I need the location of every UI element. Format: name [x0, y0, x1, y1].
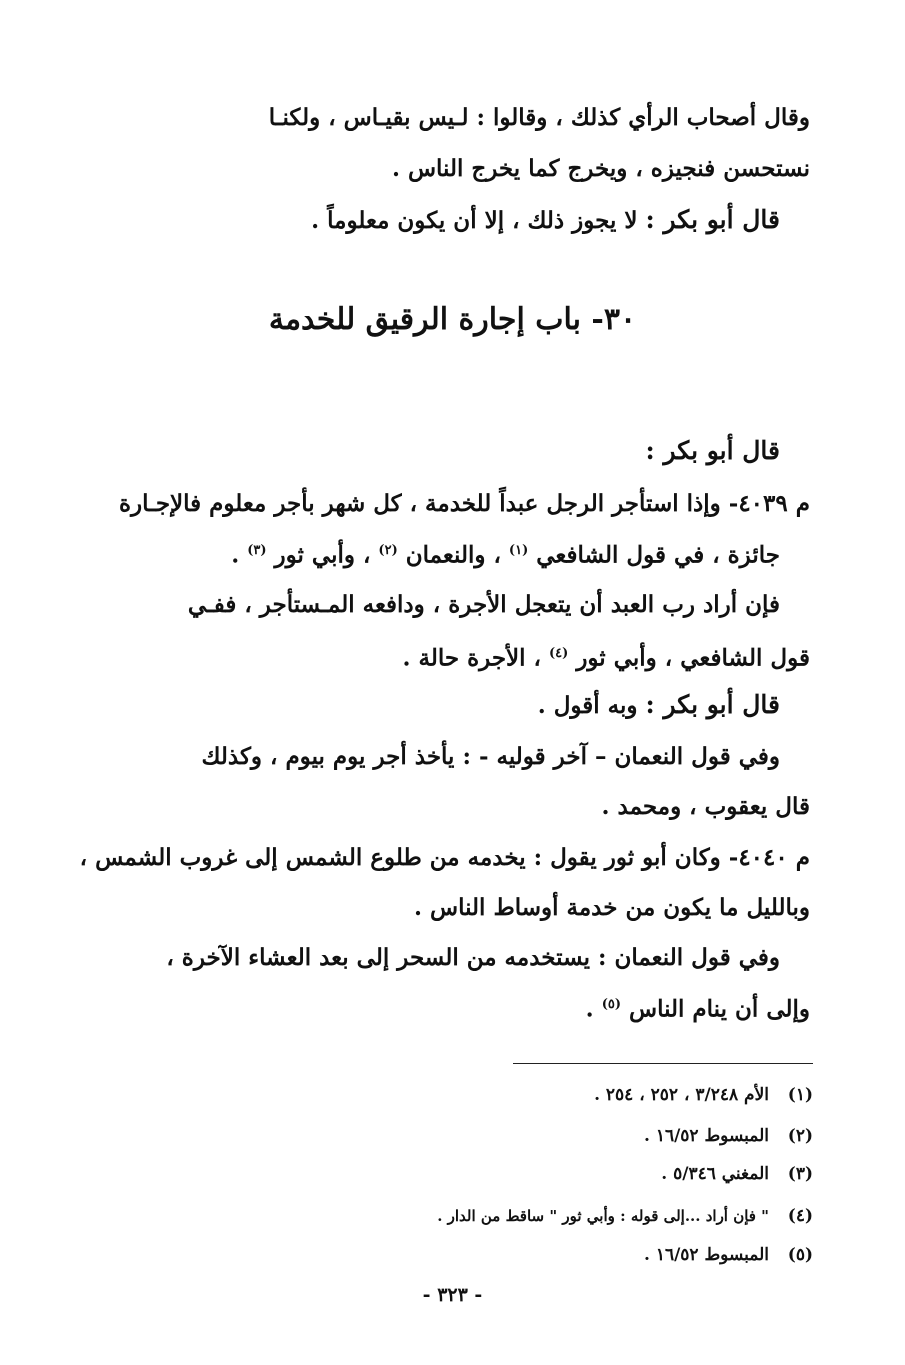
text-line: فإن أراد رب العبد أن يتعجل الأجرة ، ودافعه المـستأجر ، ففـي — [187, 591, 780, 618]
footnote-number: (٢) — [787, 1126, 813, 1146]
footnote-ref: (٤) — [549, 646, 569, 661]
text-line: نستحسن فنجيزه ، ويخرج كما يخرج الناس . — [391, 155, 810, 182]
text-run: وإذا استأجر الرجل عبداً للخدمة ، كل شهر بأجر معلوم فالإجـارة — [118, 490, 729, 517]
footnote-separator — [513, 1063, 813, 1064]
footnote-ref: (٢) — [378, 543, 398, 558]
text-line — [92, 690, 780, 721]
text-line: وفي قول النعمان – آخر قوليه - : يأخذ أجر يوم بيوم ، وكذلك — [201, 743, 780, 770]
issue-number: م ٤٠٤٠- — [728, 844, 810, 871]
footnote-text: الأم ٣/٢٤٨ ، ٢٥٢ ، ٢٥٤ . — [594, 1085, 769, 1105]
footnote-number: (٣) — [787, 1164, 813, 1184]
footnote — [437, 1206, 813, 1226]
footnote-ref: (٥) — [601, 997, 621, 1012]
text-run: . — [585, 995, 602, 1023]
footnote-text: " فإن أراد ...إلى قوله : وأبي ثور " ساقط من الدار . — [437, 1207, 769, 1225]
footnote-text: المبسوط ١٦/٥٢ . — [643, 1126, 769, 1146]
speaker-label: قال أبو بكر : — [645, 690, 780, 719]
text-run: لا يجوز ذلك ، إلا أن يكون معلوماً . — [311, 207, 646, 234]
text-run: جائزة ، في قول الشافعي — [536, 541, 780, 569]
footnote-ref: (٣) — [247, 543, 267, 558]
text-run: قول الشافعي ، وأبي ثور — [576, 644, 810, 672]
text-run: ، وأبي ثور — [274, 541, 379, 569]
text-line — [92, 639, 810, 674]
text-run: وبه أقول . — [537, 692, 646, 719]
text-line — [92, 990, 810, 1025]
speaker-label: قال أبو بكر : — [645, 205, 780, 234]
footnote-number: (١) — [787, 1085, 813, 1105]
footnote-number: (٥) — [787, 1245, 813, 1265]
text-line — [92, 205, 780, 236]
footnote — [594, 1085, 813, 1105]
text-run: ، الأجرة حالة . — [402, 644, 549, 672]
text-line — [92, 489, 810, 519]
chapter-title: ٣٠- باب إجارة الرقيق للخدمة — [268, 302, 637, 337]
issue-number: م ٤٠٣٩- — [728, 490, 810, 517]
footnote-number: (٤) — [787, 1206, 813, 1226]
text-line: وفي قول النعمان : يستخدمه من السحر إلى بعد العشاء الآخرة ، — [166, 944, 780, 971]
footnote-text: المبسوط ١٦/٥٢ . — [643, 1245, 769, 1265]
text-line — [79, 843, 810, 873]
text-line: قال يعقوب ، ومحمد . — [601, 793, 810, 820]
footnote — [644, 1245, 813, 1265]
text-line: وبالليل ما يكون من خدمة أوساط الناس . — [414, 894, 810, 921]
text-run: ، والنعمان — [405, 541, 509, 569]
footnote-text: المغني ٥/٣٤٦ . — [661, 1164, 769, 1184]
text-run: . — [231, 541, 248, 569]
text-run: وكان أبو ثور يقول : يخدمه من طلوع الشمس إلى غروب الشمس ، — [79, 844, 729, 871]
footnote — [644, 1126, 813, 1146]
footnote-ref: (١) — [508, 543, 529, 558]
text-line: وقال أصحاب الرأي كذلك ، وقالوا : لـيس بقيـاس ، ولكنـا — [268, 104, 810, 131]
text-line — [92, 536, 780, 571]
footnote — [661, 1164, 813, 1184]
page-number: - ٣٢٣ - — [422, 1284, 483, 1306]
text-run: وإلى أن ينام الناس — [629, 995, 810, 1023]
speaker-label: قال أبو بكر : — [645, 436, 780, 465]
